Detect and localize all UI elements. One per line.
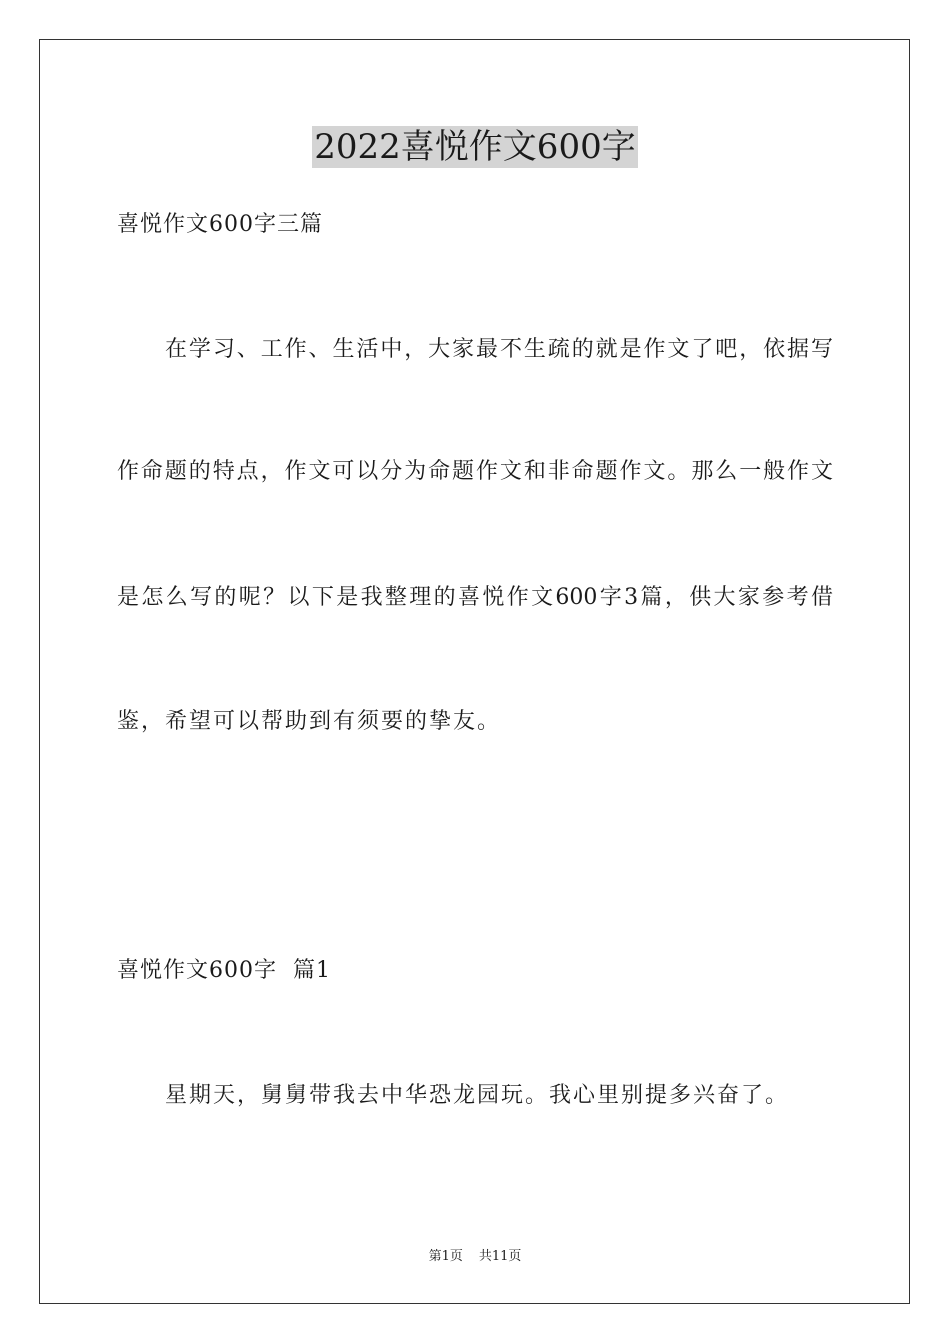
page-footer	[0, 1248, 950, 1266]
intro-line-4: 鉴，希望可以帮助到有须要的挚友。	[117, 709, 502, 734]
title-container	[0, 126, 950, 168]
page-total: 共11页	[478, 1249, 522, 1264]
intro-line-1: 在学习、工作、生活中，大家最不生疏的就是作文了吧，依据写	[165, 337, 833, 362]
intro-line-2: 作命题的特点，作文可以分为命题作文和非命题作文。那么一般作文	[117, 459, 833, 484]
section-heading: 喜悦作文600字 篇1	[117, 958, 331, 983]
intro-line-3: 是怎么写的呢？以下是我整理的喜悦作文600字3篇，供大家参考借	[117, 585, 833, 610]
section-paragraph-line-1: 星期天，舅舅带我去中华恐龙园玩。我心里别提多兴奋了。	[165, 1083, 790, 1108]
document-title: 2022喜悦作文600字	[314, 127, 636, 167]
document-subtitle: 喜悦作文600字三篇	[117, 212, 323, 237]
page-number: 第1页	[428, 1249, 463, 1264]
